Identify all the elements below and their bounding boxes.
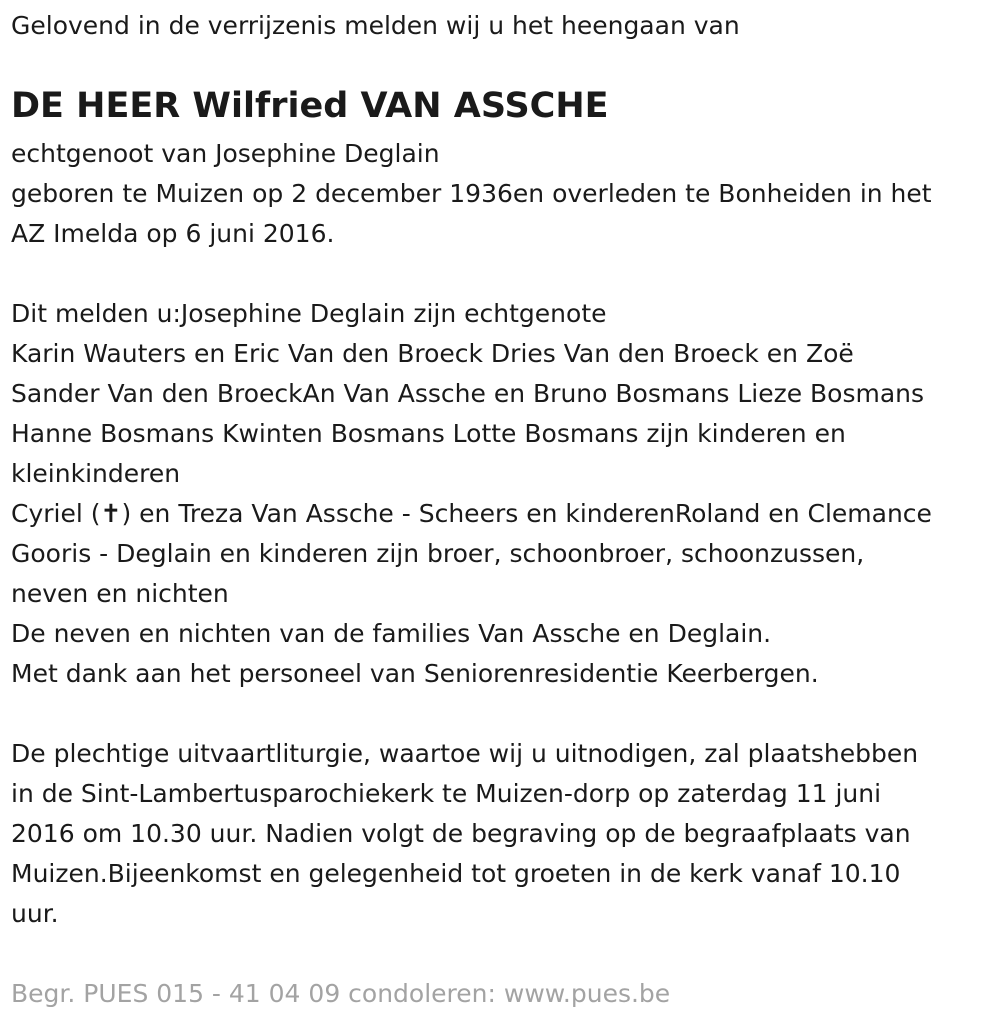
ceremony-line: in de Sint-Lambertusparochiekerk te Muizen-dorp op zaterdag 11 juni bbox=[11, 779, 882, 808]
funeral-director-footer: Begr. PUES 015 - 41 04 09 condoleren: www.pues.be bbox=[11, 979, 671, 1008]
announcer-line: Cyriel (✝) en Treza Van Assche - Scheers en kinderenRoland en Clemance bbox=[11, 499, 932, 528]
ceremony-line: Muizen.Bijeenkomst en gelegenheid tot groeten in de kerk vanaf 10.10 bbox=[11, 859, 901, 888]
announcer-line: Sander Van den BroeckAn Van Assche en Bruno Bosmans Lieze Bosmans bbox=[11, 379, 925, 408]
ceremony-line: 2016 om 10.30 uur. Nadien volgt de begraving op de begraafplaats van bbox=[11, 819, 911, 848]
details-block bbox=[11, 134, 932, 254]
detail-line: geboren te Muizen op 2 december 1936en overleden te Bonheiden in het bbox=[11, 179, 932, 208]
intro-text: Gelovend in de verrijzenis melden wij u het heengaan van bbox=[11, 11, 740, 40]
announcer-line: De neven en nichten van de families Van Assche en Deglain. bbox=[11, 619, 772, 648]
announcer-line: kleinkinderen bbox=[11, 459, 181, 488]
detail-line: AZ Imelda op 6 juni 2016. bbox=[11, 219, 335, 248]
announcer-line: Gooris - Deglain en kinderen zijn broer, schoonbroer, schoonzussen, bbox=[11, 539, 865, 568]
announcer-line: Dit melden u:Josephine Deglain zijn echtgenote bbox=[11, 299, 607, 328]
announcers-block bbox=[11, 294, 932, 694]
ceremony-line: De plechtige uitvaartliturgie, waartoe wij u uitnodigen, zal plaatshebben bbox=[11, 739, 919, 768]
deceased-name: DE HEER Wilfried VAN ASSCHE bbox=[11, 86, 609, 126]
ceremony-block bbox=[11, 734, 918, 934]
detail-line: echtgenoot van Josephine Deglain bbox=[11, 139, 440, 168]
announcer-line: Hanne Bosmans Kwinten Bosmans Lotte Bosmans zijn kinderen en bbox=[11, 419, 846, 448]
announcer-line: neven en nichten bbox=[11, 579, 229, 608]
announcer-line: Met dank aan het personeel van Seniorenresidentie Keerbergen. bbox=[11, 659, 819, 688]
ceremony-line: uur. bbox=[11, 899, 59, 928]
announcer-line: Karin Wauters en Eric Van den Broeck Dries Van den Broeck en Zoë bbox=[11, 339, 854, 368]
